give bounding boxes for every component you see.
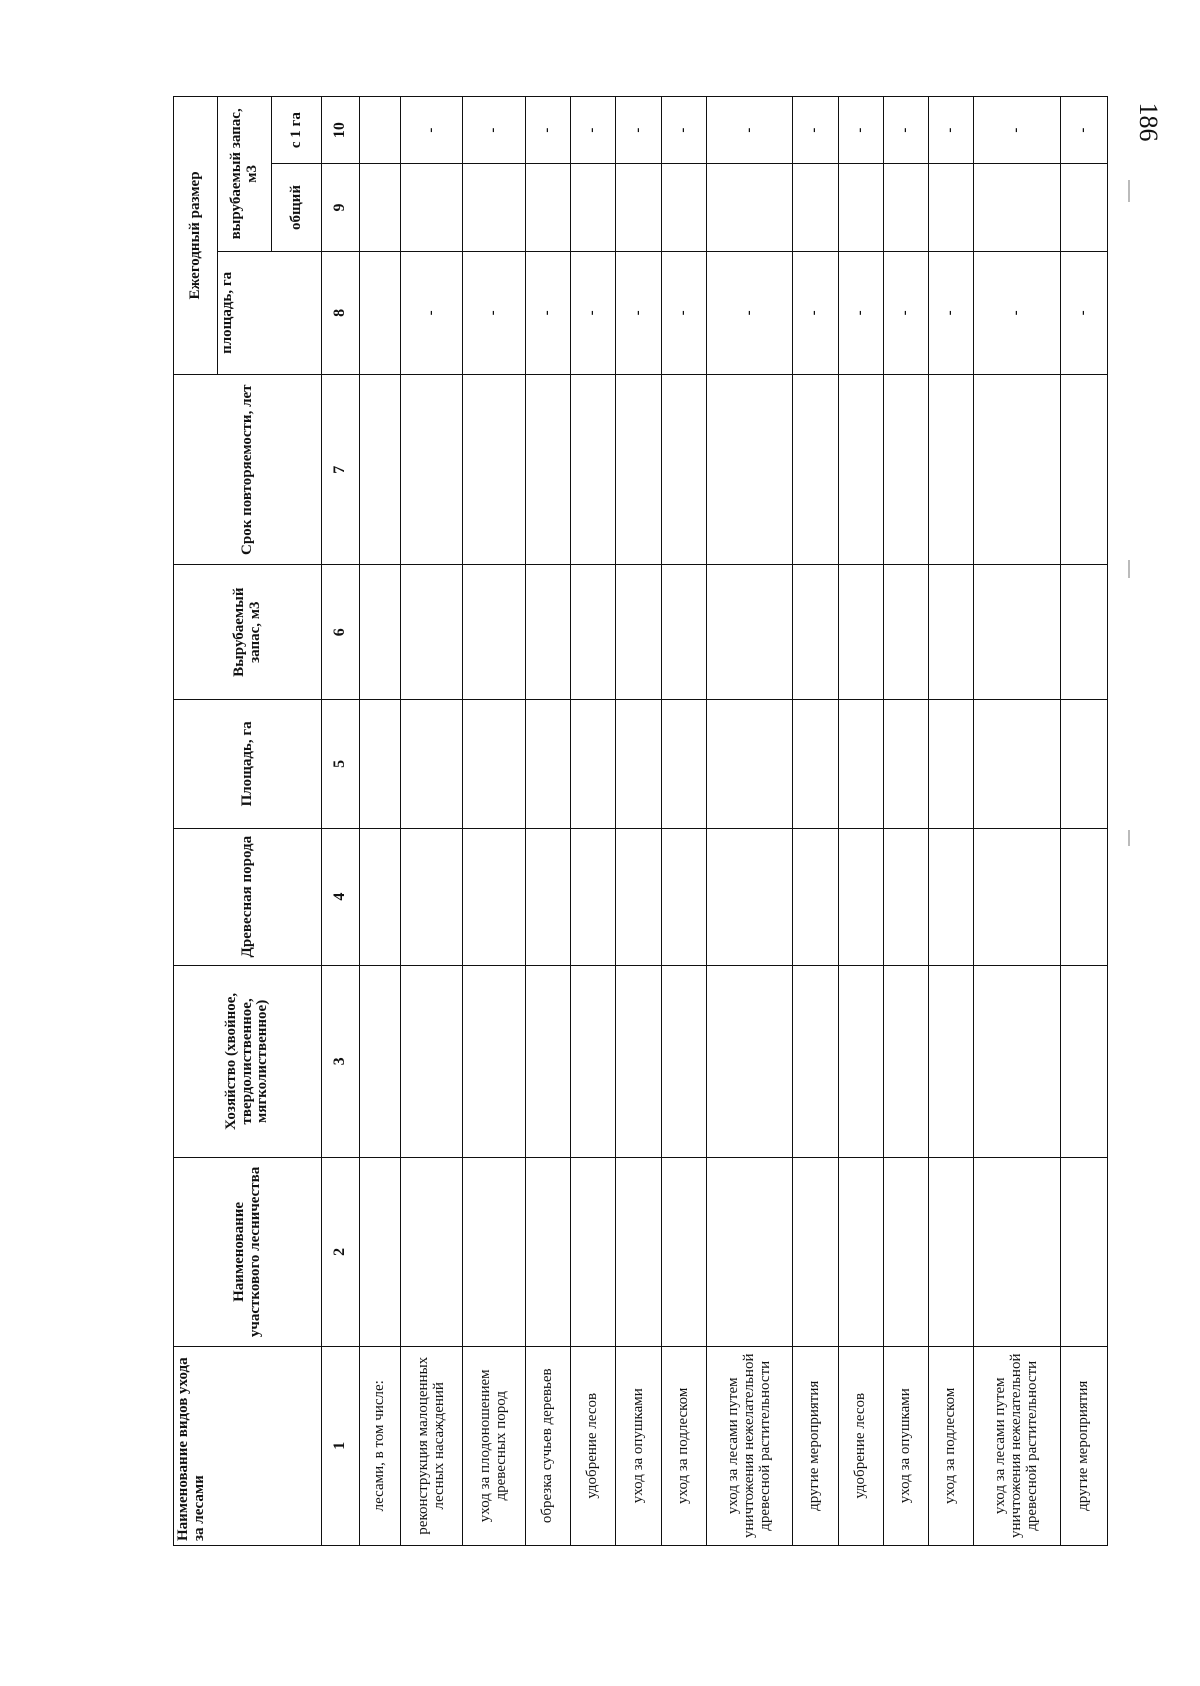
- empty-cell: [616, 374, 661, 565]
- care-type-cell: обрезка сучьев деревьев: [525, 1346, 570, 1545]
- empty-cell: [360, 164, 401, 251]
- empty-cell: [525, 565, 570, 699]
- empty-cell: [525, 374, 570, 565]
- scan-artifact: [1128, 180, 1130, 202]
- table-row: [883, 97, 928, 1546]
- empty-cell: [360, 965, 401, 1158]
- column-number: 9: [322, 164, 360, 251]
- care-type-cell: другие мероприятия: [793, 1346, 838, 1545]
- stock-per-ha-cell: -: [883, 97, 928, 164]
- empty-cell: [883, 1158, 928, 1346]
- empty-cell: [400, 699, 463, 828]
- empty-cell: [707, 1158, 793, 1346]
- empty-cell: [707, 565, 793, 699]
- empty-cell: [1060, 828, 1107, 965]
- scan-artifact: [1128, 830, 1130, 846]
- empty-cell: [929, 1158, 974, 1346]
- empty-cell: [525, 164, 570, 251]
- annual-area-cell: [360, 251, 401, 374]
- stock-per-ha-cell: -: [793, 97, 838, 164]
- empty-cell: [525, 1158, 570, 1346]
- column-number: 1: [322, 1346, 360, 1545]
- empty-cell: [1060, 1158, 1107, 1346]
- table-body: [360, 97, 1108, 1546]
- column-number: 7: [322, 374, 360, 565]
- stock-per-ha-cell: -: [1060, 97, 1107, 164]
- stock-per-ha-cell: -: [400, 97, 463, 164]
- empty-cell: [974, 164, 1060, 251]
- empty-cell: [793, 1158, 838, 1346]
- column-number: 10: [322, 97, 360, 164]
- table-row: [463, 97, 526, 1546]
- empty-cell: [616, 699, 661, 828]
- care-type-cell: уход за подлеском: [661, 1346, 706, 1545]
- page-number: 186: [1134, 102, 1163, 142]
- empty-cell: [793, 965, 838, 1158]
- empty-cell: [571, 1158, 616, 1346]
- annual-area-cell: -: [616, 251, 661, 374]
- care-type-cell: реконструкция малоценных лесных насаждений: [400, 1346, 463, 1545]
- empty-cell: [616, 965, 661, 1158]
- empty-cell: [793, 164, 838, 251]
- stock-per-ha-cell: -: [974, 97, 1060, 164]
- empty-cell: [838, 965, 883, 1158]
- empty-cell: [974, 565, 1060, 699]
- empty-cell: [360, 565, 401, 699]
- header-economy: Хозяйство (хвойное, твердолиственное, мягколиственное): [174, 965, 322, 1158]
- empty-cell: [661, 164, 706, 251]
- stock-per-ha-cell: -: [525, 97, 570, 164]
- empty-cell: [838, 374, 883, 565]
- stock-per-ha-cell: -: [838, 97, 883, 164]
- empty-cell: [463, 965, 526, 1158]
- empty-cell: [929, 565, 974, 699]
- empty-cell: [838, 699, 883, 828]
- care-type-cell: уход за опушками: [616, 1346, 661, 1545]
- annual-area-cell: -: [883, 251, 928, 374]
- care-type-cell: уход за подлеском: [929, 1346, 974, 1545]
- empty-cell: [463, 565, 526, 699]
- column-number: 5: [322, 699, 360, 828]
- empty-cell: [883, 699, 928, 828]
- empty-cell: [525, 965, 570, 1158]
- empty-cell: [838, 164, 883, 251]
- header-care-type: Наименование видов ухода за лесами: [174, 1346, 322, 1545]
- annual-area-cell: -: [838, 251, 883, 374]
- empty-cell: [1060, 374, 1107, 565]
- header-annual-area: площадь, га: [218, 251, 322, 374]
- empty-cell: [525, 828, 570, 965]
- empty-cell: [883, 828, 928, 965]
- empty-cell: [974, 699, 1060, 828]
- table-row: [360, 97, 401, 1546]
- empty-cell: [463, 374, 526, 565]
- header-species: Древесная порода: [174, 828, 322, 965]
- empty-cell: [463, 699, 526, 828]
- table-row: [616, 97, 661, 1546]
- header-annual-stock: вырубаемый запас, м3: [218, 97, 272, 252]
- column-number: 3: [322, 965, 360, 1158]
- annual-area-cell: -: [525, 251, 570, 374]
- empty-cell: [883, 374, 928, 565]
- empty-cell: [929, 828, 974, 965]
- scan-artifact: [1128, 560, 1130, 578]
- empty-cell: [1060, 565, 1107, 699]
- empty-cell: [838, 565, 883, 699]
- annual-area-cell: -: [661, 251, 706, 374]
- empty-cell: [883, 565, 928, 699]
- empty-cell: [360, 828, 401, 965]
- empty-cell: [974, 965, 1060, 1158]
- stock-per-ha-cell: -: [929, 97, 974, 164]
- stock-per-ha-cell: -: [571, 97, 616, 164]
- table-row: [571, 97, 616, 1546]
- empty-cell: [571, 828, 616, 965]
- empty-cell: [883, 965, 928, 1158]
- annual-area-cell: -: [400, 251, 463, 374]
- care-type-cell: уход за лесами путем уничтожения нежелательной древесной растительности: [974, 1346, 1060, 1545]
- table-row: [838, 97, 883, 1546]
- care-type-cell: удобрение лесов: [838, 1346, 883, 1545]
- empty-cell: [571, 164, 616, 251]
- empty-cell: [974, 828, 1060, 965]
- empty-cell: [929, 164, 974, 251]
- care-type-cell: удобрение лесов: [571, 1346, 616, 1545]
- empty-cell: [707, 965, 793, 1158]
- table-row: [525, 97, 570, 1546]
- annual-area-cell: -: [1060, 251, 1107, 374]
- empty-cell: [883, 164, 928, 251]
- table-row: [400, 97, 463, 1546]
- empty-cell: [571, 374, 616, 565]
- empty-cell: [1060, 699, 1107, 828]
- empty-cell: [793, 565, 838, 699]
- annual-area-cell: -: [707, 251, 793, 374]
- care-type-cell: другие мероприятия: [1060, 1346, 1107, 1545]
- table-row: [974, 97, 1060, 1546]
- column-number: 6: [322, 565, 360, 699]
- stock-per-ha-cell: -: [616, 97, 661, 164]
- table-row: [793, 97, 838, 1546]
- empty-cell: [838, 1158, 883, 1346]
- stock-per-ha-cell: -: [707, 97, 793, 164]
- forest-care-table: [173, 96, 1108, 1546]
- header-annual-stock-total: общий: [272, 164, 322, 251]
- empty-cell: [707, 828, 793, 965]
- header-forestry: Наименование участкового лесничества: [174, 1158, 322, 1346]
- empty-cell: [974, 1158, 1060, 1346]
- empty-cell: [360, 1158, 401, 1346]
- header-area: Площадь, га: [174, 699, 322, 828]
- header-repeat-period: Срок повторяемости, лет: [174, 374, 322, 565]
- empty-cell: [1060, 164, 1107, 251]
- annual-area-cell: -: [571, 251, 616, 374]
- annual-area-cell: -: [463, 251, 526, 374]
- header-stock: Вырубаемый запас, м3: [174, 565, 322, 699]
- column-number: 4: [322, 828, 360, 965]
- empty-cell: [793, 699, 838, 828]
- column-number-row: [322, 97, 360, 1546]
- empty-cell: [661, 965, 706, 1158]
- empty-cell: [616, 164, 661, 251]
- empty-cell: [616, 828, 661, 965]
- stock-per-ha-cell: -: [463, 97, 526, 164]
- empty-cell: [661, 374, 706, 565]
- empty-cell: [571, 565, 616, 699]
- care-type-cell: уход за лесами путем уничтожения нежелательной древесной растительности: [707, 1346, 793, 1545]
- empty-cell: [661, 565, 706, 699]
- empty-cell: [400, 374, 463, 565]
- empty-cell: [707, 374, 793, 565]
- empty-cell: [616, 565, 661, 699]
- forest-care-table-rotated: [173, 96, 1108, 1546]
- table-row: [707, 97, 793, 1546]
- empty-cell: [400, 828, 463, 965]
- header-annual-stock-per-ha: с 1 га: [272, 97, 322, 164]
- empty-cell: [929, 374, 974, 565]
- empty-cell: [360, 699, 401, 828]
- empty-cell: [525, 699, 570, 828]
- care-type-cell: уход за плодоношением древесных пород: [463, 1346, 526, 1545]
- empty-cell: [463, 164, 526, 251]
- empty-cell: [661, 1158, 706, 1346]
- annual-area-cell: -: [793, 251, 838, 374]
- empty-cell: [974, 374, 1060, 565]
- table-row: [1060, 97, 1107, 1546]
- empty-cell: [707, 164, 793, 251]
- care-type-cell: уход за опушками: [883, 1346, 928, 1545]
- empty-cell: [929, 699, 974, 828]
- empty-cell: [838, 828, 883, 965]
- column-number: 2: [322, 1158, 360, 1346]
- stock-per-ha-cell: -: [661, 97, 706, 164]
- empty-cell: [1060, 965, 1107, 1158]
- empty-cell: [661, 699, 706, 828]
- empty-cell: [463, 828, 526, 965]
- column-number: 8: [322, 251, 360, 374]
- table-row: [661, 97, 706, 1546]
- annual-area-cell: -: [929, 251, 974, 374]
- empty-cell: [360, 374, 401, 565]
- stock-per-ha-cell: [360, 97, 401, 164]
- header-annual-size: Ежегодный размер: [174, 97, 218, 375]
- empty-cell: [793, 374, 838, 565]
- empty-cell: [661, 828, 706, 965]
- empty-cell: [400, 164, 463, 251]
- empty-cell: [400, 565, 463, 699]
- empty-cell: [793, 828, 838, 965]
- table-row: [929, 97, 974, 1546]
- empty-cell: [400, 1158, 463, 1346]
- empty-cell: [400, 965, 463, 1158]
- care-type-cell: лесами, в том числе:: [360, 1346, 401, 1545]
- empty-cell: [571, 965, 616, 1158]
- annual-area-cell: -: [974, 251, 1060, 374]
- empty-cell: [707, 699, 793, 828]
- empty-cell: [571, 699, 616, 828]
- empty-cell: [616, 1158, 661, 1346]
- empty-cell: [463, 1158, 526, 1346]
- empty-cell: [929, 965, 974, 1158]
